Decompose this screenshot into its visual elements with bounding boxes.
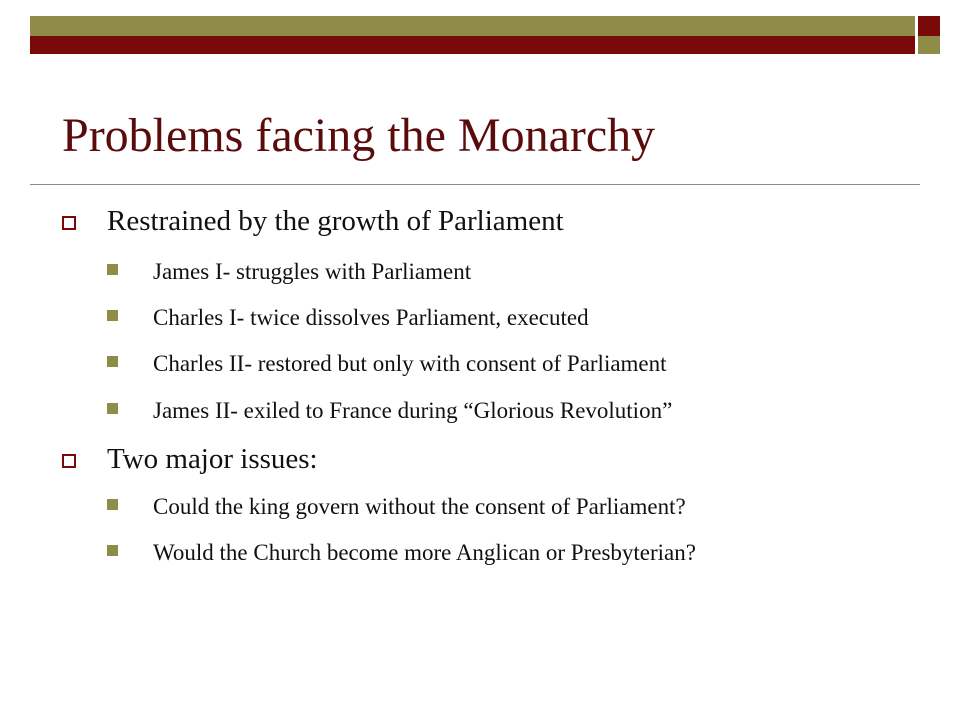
header-square-olive (918, 36, 940, 54)
slide-title: Problems facing the Monarchy (62, 109, 656, 162)
square-bullet-icon (107, 264, 118, 275)
square-bullet-icon (107, 310, 118, 321)
hollow-square-bullet-icon (62, 216, 76, 230)
square-bullet-icon (107, 356, 118, 367)
title-divider (30, 184, 920, 185)
square-bullet-icon (107, 403, 118, 414)
square-bullet-icon (107, 499, 118, 510)
square-bullet-icon (107, 545, 118, 556)
header-square-red (918, 16, 940, 36)
hollow-square-bullet-icon (62, 454, 76, 468)
header-bar-olive (30, 16, 915, 36)
header-bar-red (30, 36, 915, 54)
